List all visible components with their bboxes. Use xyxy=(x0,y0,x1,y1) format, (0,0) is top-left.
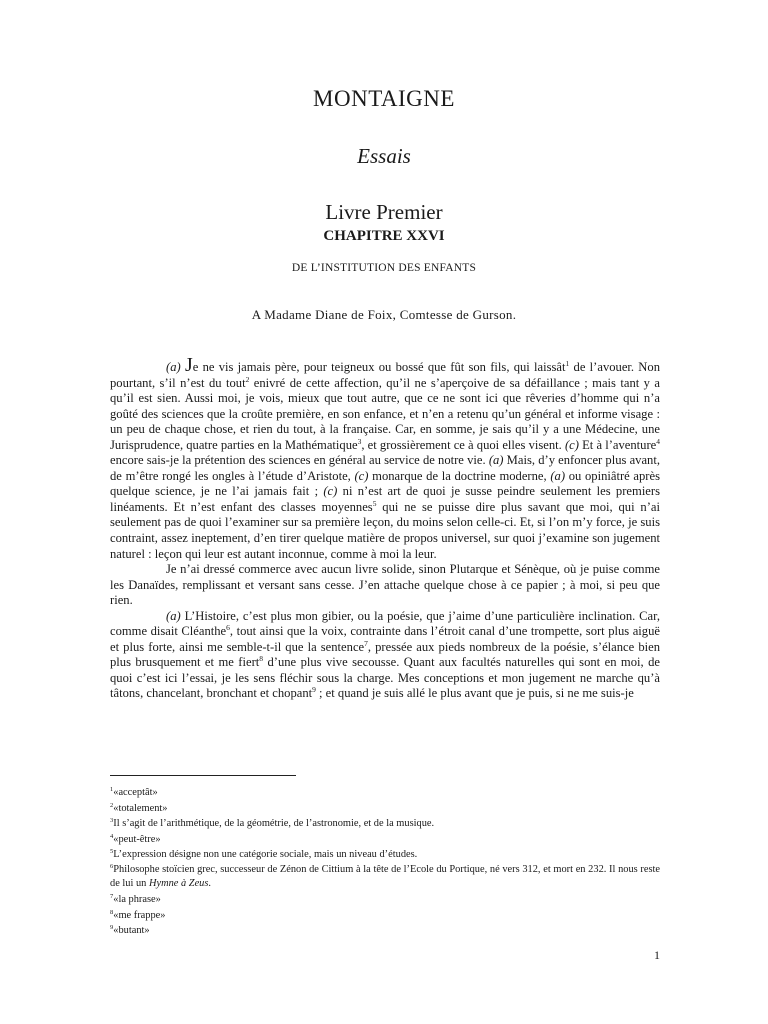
edition-mark: (a) xyxy=(488,453,504,468)
edition-mark: (a) xyxy=(166,608,181,623)
text-segment: ou opiniâtré après quelque science, je ne l’ai jamais fait ; xyxy=(110,468,660,499)
edition-mark: (a) xyxy=(550,468,566,483)
text-segment: L’Histoire, c’est plus mon gibier, ou la poésie, que j’aime d’une particulière inclination. Car, comme disait Cléanthe xyxy=(110,608,660,639)
text-segment: Mais, d’y enfoncer plus avant, de m’être rongé les ongles à l’étude d’Aristote, xyxy=(110,453,661,483)
paragraph-2: Je n’ai dressé commerce avec aucun livre solide, sinon Plutarque et Sénèque, où je puise comme les Danaïdes, remplissant et versant sans cesse. J’en attache quelque chose à ce papier ; à moi, si peu que rien. xyxy=(110,562,660,608)
footnote-9 xyxy=(110,923,660,939)
text-segment: ; et quand je suis allé le plus avant que je puis, si ne me suis-je xyxy=(315,686,634,701)
text-segment: ni n’est art de quoi je susse peindre seulement les premiers linéaments. Et n’est enfant des classes moyennes xyxy=(110,484,660,514)
footnote-divider xyxy=(110,775,296,776)
author-title: MONTAIGNE xyxy=(313,86,455,111)
footnote-ref-7: 7 xyxy=(364,638,368,648)
footnote-text: Il s’agit de l’arithmétique, de la géométrie, de l’astronomie, et de la musique. xyxy=(113,818,435,830)
drop-cap: J xyxy=(184,354,193,376)
footnotes xyxy=(110,785,660,939)
footnote-number: 5 xyxy=(110,848,114,856)
footnote-1 xyxy=(110,785,660,801)
footnote-number: 6 xyxy=(110,862,114,870)
text-segment: , et grossièrement ce à quoi elles visent. xyxy=(361,437,565,452)
footnote-text: «totalement» xyxy=(113,802,168,814)
footnote-number: 2 xyxy=(110,801,114,809)
text-segment: enivré de cette affection, qu’il ne s’aperçoive de sa défaillance ; mais tant y a qu’il est sien. Aussi moi, je vois, mieux que tout autre, que ce ne sont ici que rêveries d’homme qui n’a goûté des sciences que la croûte première, en son enfance, et n’en a retenu qu’un général et informe visage : un peu de chaque chose, et rien du tout, à la française. Car, en somme, je sais qu’il y a une Médecine, une Jurisprudence, quatre parties en la Mathématique xyxy=(110,375,660,452)
edition-mark: (c) xyxy=(354,468,369,483)
dedication: A Madame Diane de Foix, Comtesse de Gurson. xyxy=(251,307,517,322)
footnote-number: 9 xyxy=(110,924,114,932)
footnote-text: L’expression désigne non une catégorie sociale, mais un niveau d’études. xyxy=(113,849,418,861)
footnote-8 xyxy=(110,908,660,924)
footnote-ref-2: 2 xyxy=(245,374,250,384)
footnote-ref-9: 9 xyxy=(312,685,316,695)
footnote-text: «peut-être» xyxy=(113,833,161,845)
footnote-2 xyxy=(110,801,660,817)
footnote-text: . xyxy=(208,878,212,890)
text-segment: encore sais-je la prétention des sciences en général au service de notre vie. xyxy=(110,453,489,468)
footnote-number: 4 xyxy=(110,832,114,840)
edition-mark: (c) xyxy=(564,437,579,452)
footnote-7 xyxy=(110,892,660,908)
chapter-heading: CHAPITRE XXVI xyxy=(323,228,445,244)
footnote-text: «butant» xyxy=(113,925,150,937)
footnote-ref-1: 1 xyxy=(565,359,570,368)
footnote-number: 8 xyxy=(110,908,114,916)
text-segment: , tout ainsi que la voix, contrainte dans l’étroit canal d’une trompette, sort plus aiguë et plus forte, ainsi me semble-t-il que la sentence xyxy=(110,624,660,654)
footnote-number: 1 xyxy=(110,786,114,793)
footnote-text: «acceptât» xyxy=(113,787,158,798)
text-segment: Et à l’aventure xyxy=(578,437,657,452)
footnote-6 xyxy=(110,863,660,892)
text-segment: monarque de la doctrine moderne, xyxy=(368,468,551,483)
footnote-italic-title: Hymne à Zeus xyxy=(148,878,209,890)
footnote-text: «me frappe» xyxy=(113,909,166,921)
footnote-4 xyxy=(110,832,660,848)
text-segment: d’une plus vive secousse. Quant aux facultés naturelles qui sont en moi, de quoi c’est ici l’essai, je les sens fléchir sous la charge. Mes conceptions et mon jugement ne marche qu’à tâtons, chancelant, bronchant et chopant xyxy=(110,655,660,701)
text-segment: e ne vis jamais père, pour teigneux ou bossé que fût son fils, qui laissât xyxy=(192,360,566,374)
page-number: 1 xyxy=(654,948,660,962)
footnote-ref-4: 4 xyxy=(656,436,660,446)
footnote-number: 3 xyxy=(110,817,114,825)
footnote-ref-8: 8 xyxy=(259,654,264,664)
text-segment: qui ne se puisse dire plus savant que moi, qui n’ai seulement pas de quoi l’examiner sur sa première leçon, du moins selon celle-ci. Et, si l’on m’y force, je suis contraint, assez ineptement, d’en tirer quelque matière de propos universel, sur quoi j’examine son jugement naturel : leçon qui leur est autant inconnue, comme à moi la leur. xyxy=(110,499,660,561)
footnote-number: 7 xyxy=(110,892,114,900)
edition-mark: (c) xyxy=(323,484,338,499)
paragraph-1 xyxy=(110,354,661,562)
body-text xyxy=(110,354,661,702)
work-title: Essais xyxy=(357,144,411,168)
text-segment: de l’avouer. Non pourtant, s’il n’est du tout xyxy=(110,360,660,390)
chapter-subtitle: DE L’INSTITUTION DES ENFANTS xyxy=(291,262,477,274)
footnote-5 xyxy=(110,847,660,863)
footnote-ref-5: 5 xyxy=(372,498,377,508)
book-title: Livre Premier xyxy=(325,200,443,224)
paragraph-3 xyxy=(110,609,660,702)
footnote-text: «la phrase» xyxy=(113,893,161,905)
footnote-ref-6: 6 xyxy=(226,623,230,633)
footnote-3 xyxy=(110,816,660,832)
text-segment: , pressée aux pieds nombreux de la poésie, s’élance bien plus brusquement et me fiert xyxy=(110,639,661,670)
footnote-text: Philosophe stoïcien grec, successeur de Zénon de Cittium à la tête de l’Ecole du Portique, né vers 312, et mort en 232. Il nous reste de lui un xyxy=(110,863,660,890)
edition-mark: (a) xyxy=(166,360,181,374)
footnote-ref-3: 3 xyxy=(357,436,362,446)
